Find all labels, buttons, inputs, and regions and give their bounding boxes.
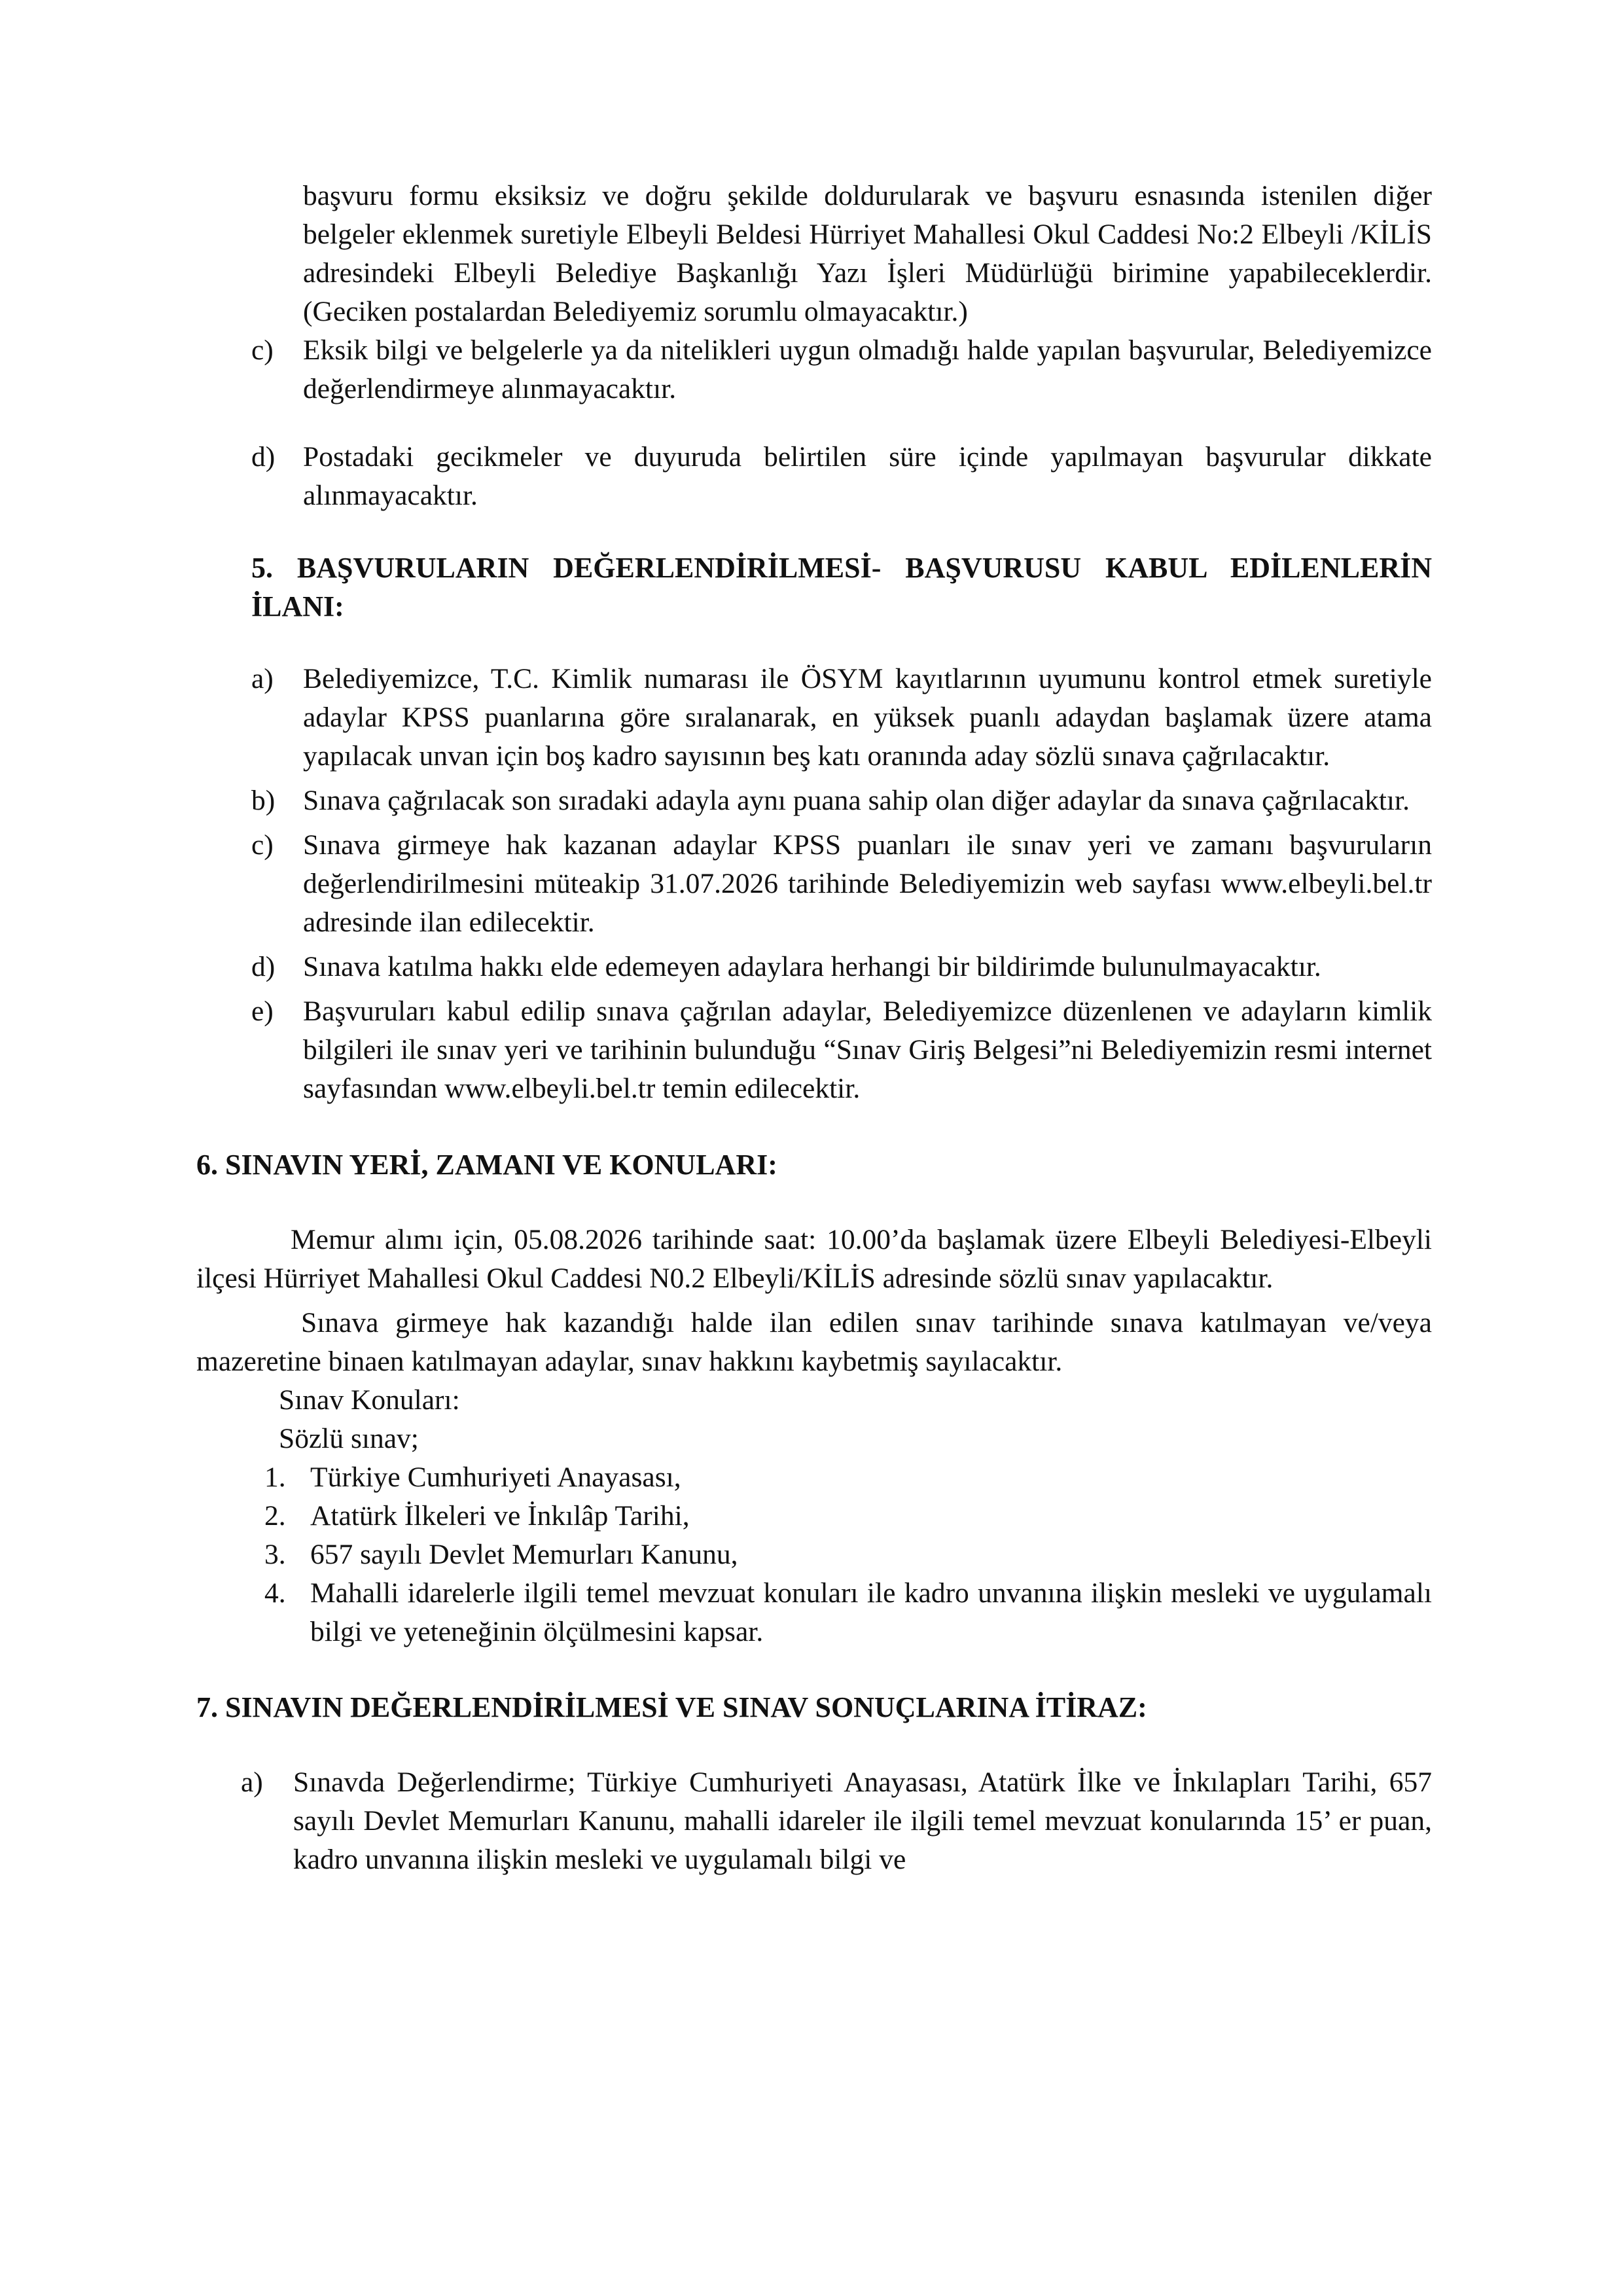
item-text: Sınava girmeye hak kazanan adaylar KPSS puanları ile sınav yeri ve zamanı başvuruların değerlendirilmesini müteakip 31.07.2026 tarihinde Belediyemizin web sayfası www.elbeyli.bel.tr adresinde ilan edilecektir. — [303, 829, 1432, 938]
item-text: Postadaki gecikmeler ve duyuruda belirtilen süre içinde yapılmayan başvurular dikkate alınmayacaktır. — [303, 441, 1432, 511]
item-label: a) — [241, 1767, 263, 1798]
section6-paragraph-2: Sınava girmeye hak kazandığı halde ilan edilen sınav tarihinde sınava katılmayan ve/veya mazeretine binaen katılmayan adaylar, sınav hakkını kaybetmiş sayılacaktır. — [196, 1307, 1432, 1377]
list-item — [264, 1535, 1432, 1574]
item-label: d) — [251, 951, 276, 982]
section7-list — [196, 1763, 1432, 1879]
item-label: d) — [251, 441, 276, 473]
item-number: 3. — [264, 1539, 286, 1570]
list-item — [264, 1497, 1432, 1535]
item-label: e) — [251, 996, 274, 1027]
list-item — [264, 1458, 1432, 1497]
list-item-5c — [251, 826, 1432, 942]
item-text: Atatürk İlkeleri ve İnkılâp Tarihi, — [310, 1500, 690, 1532]
item-number: 4. — [264, 1577, 286, 1609]
item-number: 2. — [264, 1500, 286, 1532]
list-item-5e — [251, 992, 1432, 1108]
item-text: Sınavda Değerlendirme; Türkiye Cumhuriyeti Anayasası, Atatürk İlke ve İnkılapları Tarihi, 657 sayılı Devlet Memurları Kanunu, mahalli idareler ile ilgili temel mevzuat konularında 15’ er puan, kadro unvanına ilişkin mesleki ve uygulamalı bilgi ve — [293, 1767, 1432, 1875]
item-text: Sınava katılma hakkı elde edemeyen adaylara herhangi bir bildirimde bulunulmayacaktır. — [303, 951, 1321, 982]
section4-continuation — [196, 177, 1432, 1108]
item-text: Belediyemizce, T.C. Kimlik numarası ile ÖSYM kayıtlarının uyumunu kontrol etmek suretiyle adaylar KPSS puanlarına göre sıralanarak, en yüksek puanlı adaydan başlamak üzere atama yapılacak unvan için boş kadro sayısının beş katı oranında aday sözlü sınava çağrılacaktır. — [303, 663, 1432, 772]
oral-exam-label: Sözlü sınav; — [279, 1423, 419, 1454]
item-text: 657 sayılı Devlet Memurları Kanunu, — [310, 1539, 738, 1570]
list-item-4d — [251, 438, 1432, 515]
list-item-4c — [251, 331, 1432, 408]
item-label: a) — [251, 663, 274, 694]
item-label: b) — [251, 785, 276, 816]
list-item-7a — [241, 1763, 1432, 1879]
item-text: Türkiye Cumhuriyeti Anayasası, — [310, 1462, 681, 1493]
list-item-5b — [251, 781, 1432, 820]
item-text: Mahalli idarelerle ilgili temel mevzuat konuları ile kadro unvanına ilişkin mesleki ve uygulamalı bilgi ve yeteneğinin ölçülmesini kapsar. — [310, 1577, 1432, 1647]
section6-paragraph-1: Memur alımı için, 05.08.2026 tarihinde saat: 10.00’da başlamak üzere Elbeyli Belediyesi-Elbeyli ilçesi Hürriyet Mahallesi Okul Caddesi N0.2 Elbeyli/KİLİS adresinde sözlü sınav yapılacaktır. — [196, 1224, 1432, 1294]
list-item — [264, 1574, 1432, 1651]
section5-heading: 5. BAŞVURULARIN DEĞERLENDİRİLMESİ- BAŞVURUSU KABUL EDİLENLERİN İLANI: — [251, 552, 1432, 622]
item-text: Başvuruları kabul edilip sınava çağrılan adaylar, Belediyemizce düzenlenen ve adayların kimlik bilgileri ile sınav yeri ve tarihinin bulunduğu “Sınav Giriş Belgesi”ni Belediyemizin resmi internet sayfasından www.elbeyli.bel.tr temin edilecektir. — [303, 996, 1432, 1104]
list-item-5a — [251, 660, 1432, 776]
item-text: Sınava çağrılacak son sıradaki adayla aynı puana sahip olan diğer adaylar da sınava çağrılacaktır. — [303, 785, 1410, 816]
item-number: 1. — [264, 1462, 286, 1493]
list-item-5d — [251, 948, 1432, 986]
section7-heading: 7. SINAVIN DEĞERLENDİRİLMESİ VE SINAV SONUÇLARINA İTİRAZ: — [196, 1691, 1147, 1723]
exam-topics-label: Sınav Konuları: — [279, 1384, 460, 1416]
item-label: c) — [251, 334, 274, 366]
item-label: c) — [251, 829, 274, 861]
section6-heading: 6. SINAVIN YERİ, ZAMANI VE KONULARI: — [196, 1149, 777, 1181]
top-paragraph: başvuru formu eksiksiz ve doğru şekilde doldurularak ve başvuru esnasında istenilen diğer belgeler eklenmek suretiyle Elbeyli Beldesi Hürriyet Mahallesi Okul Caddesi No:2 Elbeyli /KİLİS adresindeki Elbeyli Belediye Başkanlığı Yazı İşleri Müdürlüğü birimine yapabileceklerdir. (Geciken postalardan Belediyemiz sorumlu olmayacaktır.) — [303, 180, 1432, 327]
item-text: Eksik bilgi ve belgelerle ya da nitelikleri uygun olmadığı halde yapılan başvurular, Belediyemizce değerlendirmeye alınmayacaktır. — [303, 334, 1432, 404]
exam-topics-list — [196, 1458, 1432, 1651]
